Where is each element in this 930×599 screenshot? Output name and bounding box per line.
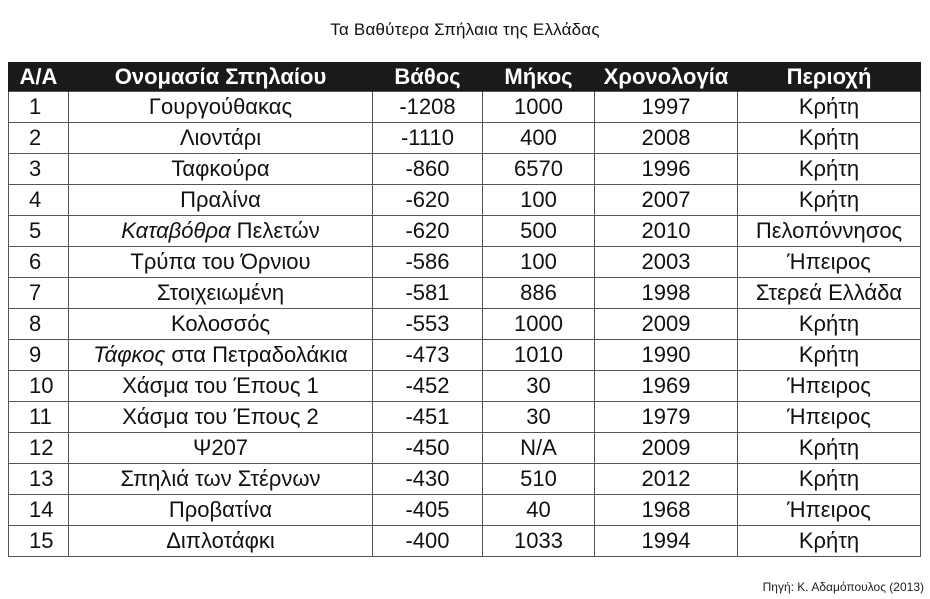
table-row [9, 247, 921, 278]
cell-cave-name-text: Σπηλιά των Στέρνων [120, 466, 321, 491]
cell-year: 1969 [595, 371, 738, 402]
cell-cave-name [69, 154, 373, 185]
cell-region: Κρήτη [738, 464, 921, 495]
cell-aa: 15 [9, 526, 69, 557]
cell-depth: -620 [373, 185, 483, 216]
table-row [9, 278, 921, 309]
cell-depth: -860 [373, 154, 483, 185]
cell-depth: -400 [373, 526, 483, 557]
cell-depth: -553 [373, 309, 483, 340]
table-row [9, 402, 921, 433]
cell-length: 6570 [483, 154, 595, 185]
cell-cave-name [69, 495, 373, 526]
cell-cave-name [69, 464, 373, 495]
cell-cave-name-text: Γουργούθακας [148, 94, 293, 119]
cell-cave-name-text: Ταφκούρα [171, 156, 270, 181]
table-row [9, 371, 921, 402]
cell-aa: 9 [9, 340, 69, 371]
table-row [9, 340, 921, 371]
header-depth: Βάθος [373, 62, 483, 92]
cell-aa: 8 [9, 309, 69, 340]
table-row [9, 495, 921, 526]
cell-year: 2003 [595, 247, 738, 278]
cell-year: 2007 [595, 185, 738, 216]
cell-length: 500 [483, 216, 595, 247]
cell-cave-name-text: Χάσμα του Έπους 1 [122, 373, 319, 398]
cell-depth: -581 [373, 278, 483, 309]
table-row [9, 216, 921, 247]
cell-cave-name [69, 371, 373, 402]
header-year: Χρονολογία [595, 62, 738, 92]
cell-length: 100 [483, 185, 595, 216]
cell-length: 400 [483, 123, 595, 154]
header-aa: Α/Α [9, 62, 69, 92]
cell-depth: -473 [373, 340, 483, 371]
cell-region: Ήπειρος [738, 371, 921, 402]
cell-cave-name-text: Λιοντάρι [179, 125, 262, 150]
cell-length: 100 [483, 247, 595, 278]
table-body [9, 92, 921, 557]
cell-length: 1033 [483, 526, 595, 557]
cell-length: 40 [483, 495, 595, 526]
cell-depth: -450 [373, 433, 483, 464]
cell-year: 1990 [595, 340, 738, 371]
cell-region: Κρήτη [738, 340, 921, 371]
cell-region: Ήπειρος [738, 402, 921, 433]
cell-year: 2009 [595, 433, 738, 464]
table-row [9, 154, 921, 185]
cell-region: Ήπειρος [738, 495, 921, 526]
table-row [9, 309, 921, 340]
cell-cave-name-text: Διπλοτάφκι [166, 528, 275, 553]
cell-year: 2012 [595, 464, 738, 495]
cell-cave-name-text: Κολοσσός [170, 311, 271, 336]
cell-year: 1997 [595, 92, 738, 123]
cell-aa: 2 [9, 123, 69, 154]
cell-length: 30 [483, 402, 595, 433]
cell-aa: 4 [9, 185, 69, 216]
cell-year: 2009 [595, 309, 738, 340]
source-credit: Πηγή: Κ. Αδαμόπουλος (2013) [762, 580, 924, 594]
cell-depth: -1110 [373, 123, 483, 154]
header-length: Μήκος [483, 62, 595, 92]
cell-region: Κρήτη [738, 185, 921, 216]
table-row [9, 433, 921, 464]
cell-aa: 11 [9, 402, 69, 433]
cell-cave-name-text: στα Πετραδολάκια [165, 342, 348, 367]
cell-cave-name-text: Ψ207 [192, 435, 249, 460]
cell-aa: 6 [9, 247, 69, 278]
cell-region: Στερεά Ελλάδα [738, 278, 921, 309]
cell-region: Πελοπόννησος [738, 216, 921, 247]
cell-length: N/A [483, 433, 595, 464]
header-cave-name: Ονομασία Σπηλαίου [69, 62, 373, 92]
cell-aa: 14 [9, 495, 69, 526]
table-row [9, 185, 921, 216]
cell-depth: -586 [373, 247, 483, 278]
cell-cave-name-text: Τρύπα του Όρνιου [130, 249, 311, 274]
cell-cave-name-italic: Τάφκος [93, 342, 166, 367]
cell-length: 886 [483, 278, 595, 309]
cell-cave-name-text: Πραλίνα [180, 187, 261, 212]
table-row [9, 526, 921, 557]
header-region: Περιοχή [738, 62, 921, 92]
cell-cave-name [69, 123, 373, 154]
cell-aa: 5 [9, 216, 69, 247]
cell-length: 510 [483, 464, 595, 495]
table-row [9, 123, 921, 154]
cell-aa: 12 [9, 433, 69, 464]
cell-region: Κρήτη [738, 92, 921, 123]
cell-cave-name [69, 433, 373, 464]
cell-year: 1968 [595, 495, 738, 526]
cell-year: 2008 [595, 123, 738, 154]
cell-length: 1010 [483, 340, 595, 371]
cell-length: 30 [483, 371, 595, 402]
cell-year: 1996 [595, 154, 738, 185]
cell-depth: -405 [373, 495, 483, 526]
cell-region: Ήπειρος [738, 247, 921, 278]
cell-year: 1979 [595, 402, 738, 433]
cell-cave-name [69, 340, 373, 371]
cell-aa: 7 [9, 278, 69, 309]
cell-depth: -1208 [373, 92, 483, 123]
cell-cave-name [69, 278, 373, 309]
cell-length: 1000 [483, 309, 595, 340]
cell-cave-name-text: Πελετών [230, 218, 320, 243]
cell-cave-name-text: Χάσμα του Έπους 2 [122, 404, 319, 429]
caves-table [8, 62, 921, 557]
cell-depth: -451 [373, 402, 483, 433]
cell-year: 2010 [595, 216, 738, 247]
table-row [9, 92, 921, 123]
cell-cave-name-text: Στοιχειωμένη [156, 280, 285, 305]
cell-cave-name [69, 216, 373, 247]
cell-depth: -620 [373, 216, 483, 247]
cell-cave-name [69, 92, 373, 123]
cell-cave-name [69, 402, 373, 433]
cell-year: 1998 [595, 278, 738, 309]
cell-length: 1000 [483, 92, 595, 123]
cell-cave-name-italic: Καταβόθρα [121, 218, 231, 243]
table-row [9, 464, 921, 495]
table-header-row [9, 62, 921, 92]
cell-cave-name [69, 185, 373, 216]
cell-aa: 13 [9, 464, 69, 495]
cell-region: Κρήτη [738, 433, 921, 464]
cell-year: 1994 [595, 526, 738, 557]
cell-cave-name [69, 247, 373, 278]
cell-region: Κρήτη [738, 123, 921, 154]
cell-depth: -430 [373, 464, 483, 495]
cell-aa: 3 [9, 154, 69, 185]
cell-region: Κρήτη [738, 526, 921, 557]
cell-cave-name [69, 526, 373, 557]
cell-cave-name [69, 309, 373, 340]
cell-region: Κρήτη [738, 154, 921, 185]
cell-cave-name-text: Προβατίνα [168, 497, 273, 522]
cell-depth: -452 [373, 371, 483, 402]
page-title: Τα Βαθύτερα Σπήλαια της Ελλάδας [330, 20, 600, 39]
cell-aa: 10 [9, 371, 69, 402]
cell-aa: 1 [9, 92, 69, 123]
cell-region: Κρήτη [738, 309, 921, 340]
